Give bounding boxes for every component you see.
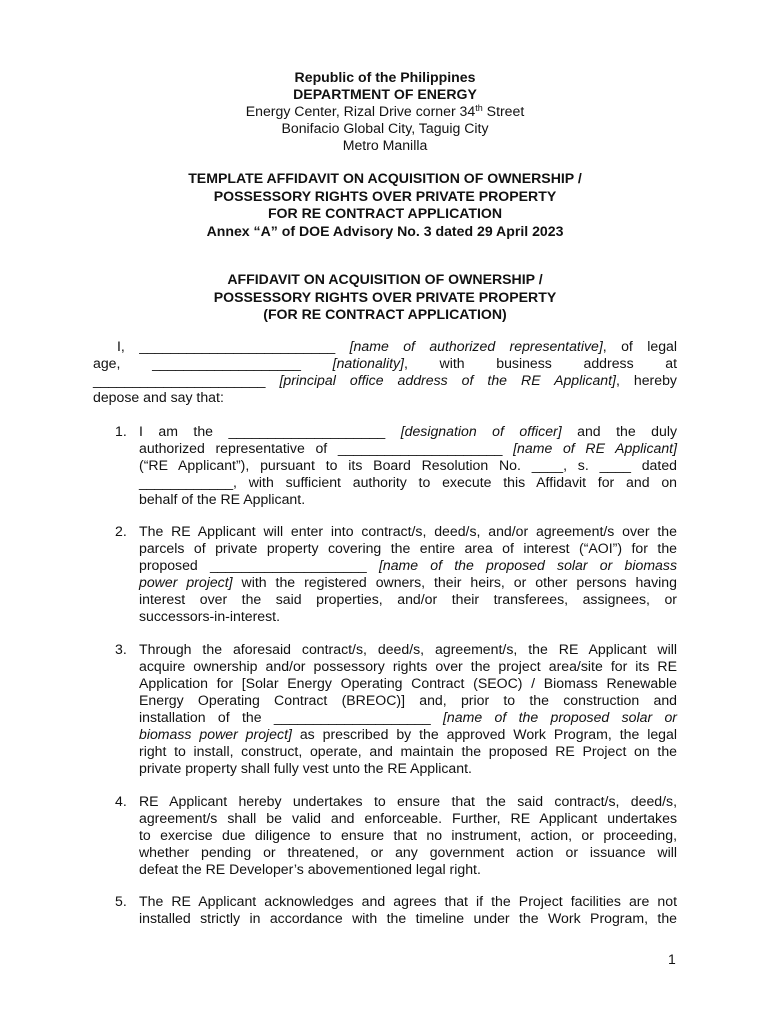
page-number: 1 [668,951,676,967]
address-line-1: Energy Center, Rizal Drive corner 34th Street [245,103,525,119]
affidavit-title: AFFIDAVIT ON ACQUISITION OF OWNERSHIP / POSSESSORY RIGHTS OVER PRIVATE PROPERTY (FOR RE CONTRACT APPLICATION) [213,271,557,322]
republic-line: Republic of the Philippines [294,69,476,85]
annex-reference: Annex “A” of DOE Advisory No. 3 dated 29 April 2023 [206,222,564,239]
address-line-2: Bonifacio Global City, Taguig City [281,120,489,136]
letterhead [0,69,770,154]
address-line-3: Metro Manilla [342,137,428,153]
template-title: TEMPLATE AFFIDAVIT ON ACQUISITION OF OWNERSHIP / POSSESSORY RIGHTS OVER PRIVATE PROPERTY FOR RE CONTRACT APPLICATION Annex “A” of DOE Advisory No. 3 dated 29 April 2023 [0,170,770,240]
document-page: Republic of the Philippines DEPARTMENT OF ENERGY Energy Center, Rizal Drive corner 34th Street Bonifacio Global City, Taguig City Metro Manilla TEMPLATE AFFIDAVIT ON ACQUISITION OF OWNERSHIP / POSSESSORY RIGHTS OVER PRIVATE PROPERTY FOR RE CONTRACT APPLICATION Annex “A” of DOE Advisory No. 3 dated 29 April 2023 AFFIDAVIT ON ACQUISITION OF OWNERSHIP / POSSESSORY RIGHTS OVER PRIVATE PROPERTY (FOR RE CONTRACT APPLICATION) I, _________________________ [name of authorized representative], of legal age, ___________________ [nationality], with business address at ______________________ [principal office address of the RE Applicant], hereby depose and say that: 1. I am the ____________________ [designation of officer] and the duly authorized representative of _____________________ [name of RE Applicant] (“RE Applicant”), pursuant to its Board Resolution No. ____, s. ____ dated ____________, with sufficient authority to execute this Affidavit for and on behalf of the RE Applicant. 2. The RE Applicant will enter into contract/s, deed/s, and/or agreement/s over the parcels of private property covering the entire area of interest (“AOI”) for the proposed ____________________ [name of the proposed solar or biomass power project] with the registered owners, their heirs, or other persons having interest over the said properties, and/or their transferees, assignees, or successors-in-interest. 3. Through the aforesaid contract/s, deed/s, agreement/s, the RE Applicant will acquire ownership and/or possessory rights over the project area/site for its RE Application for [Solar Energy Operating Contract (SEOC) / Biomass Renewable Energy Operating Contract (BREOC)] and, prior to the construction and installation of the ____________________ [name of the proposed solar or biomass power project] as prescribed by the approved Work Program, the legal right to install, construct, operate, and maintain the proposed RE Project on the private property shall fully vest unto the RE Applicant. 4. RE Applicant hereby undertakes to ensure that the said contract/s, deed/s, agreement/s shall be valid and enforceable. Further, RE Applicant undertakes to exercise due diligence to ensure that no instrument, action, or proceeding, whether pending or threatened, or any government action or issuance will defeat the RE Developer’s abovementioned legal right. 5. The RE Applicant acknowledges and agrees that if the Project facilities are not installed strictly in accordance with the timeline under the Work Program, the 1 [0,0,770,1024]
intro-paragraph: I, _________________________ [name of authorized representative], of legal age, ___________________ [nationality], with business address at ______________________ [principal office address of the RE Applicant], hereby depose and say that: [93,338,678,405]
department-line: DEPARTMENT OF ENERGY [293,86,477,102]
